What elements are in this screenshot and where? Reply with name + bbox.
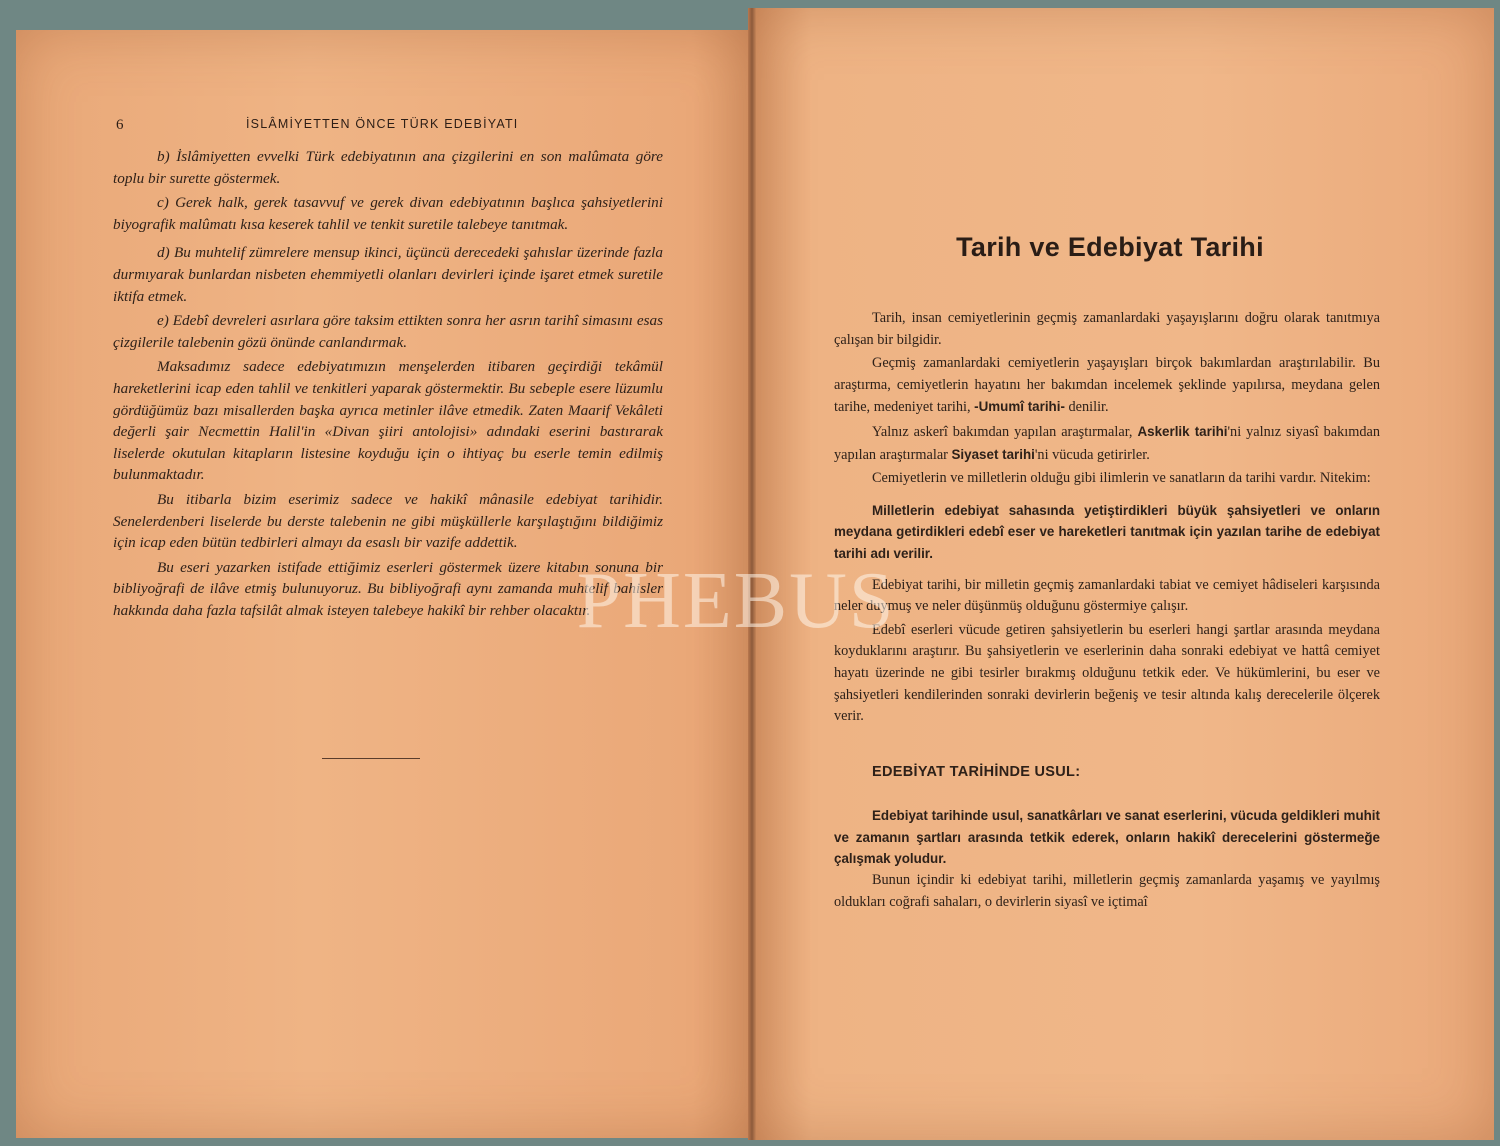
- paragraph-usul-definition: Edebiyat tarihinde usul, sanatkârları ve sanat eserlerini, vücuda geldikleri muhit ve zamanın şartları arasında tetkik ederek, onların hakikî derecelerini göstermeğe çalışmak yoludur.: [834, 808, 1380, 867]
- end-rule: [322, 758, 420, 759]
- watermark: PHEBUS: [576, 557, 896, 645]
- paragraph-cografi: Bunun içindir ki edebiyat tarihi, milletlerin geçmiş zamanlarda yaşamış ve yayılmış oldukları coğrafi sahaları, o devirlerin siyasî ve içtimaî: [834, 872, 1380, 910]
- running-head-title: İSLÂMİYETTEN ÖNCE TÜRK EDEBİYATI: [246, 117, 519, 131]
- paragraph-e: e) Edebî devreleri asırlara göre taksim ettikten sonra her asrın tarihî simasını esas çizgilerile talebenin gözü önünde canlandırmak.: [113, 312, 663, 351]
- paragraph-b: b) İslâmiyetten evvelki Türk edebiyatının ana çizgilerini en son malûmata göre toplu bir surette göstermek.: [113, 148, 663, 187]
- paragraph-askerlik: Yalnız askerî bakımdan yapılan araştırmalar, Askerlik tarihi'ni yalnız siyasî bakımdan yapılan araştırmalar Siyaset tarihi'ni vücuda getirirler.: [834, 423, 1380, 463]
- paragraph-scope: Bu itibarla bizim eserimiz sadece ve hakikî mânasile edebiyat tarihidir. Senelerdenberi liselerde bu derste talebenin ne gibi müşküllerle karşılaştığını bildiğimiz için icap eden bütün tedbirleri almayı da esaslı bir vazife addettik.: [113, 490, 663, 552]
- paragraph-c: c) Gerek halk, gerek tasavvuf ve gerek divan edebiyatının başlıca şahsiyetlerini biyografik malûmatı kısa keserek tahlil ve tenkit suretile talebeye tanıtmak.: [113, 194, 663, 233]
- paragraph-d: d) Bu muhtelif zümrelere mensup ikinci, üçüncü derecedeki şahıslar üzerinde fazla durmıyarak bunlardan nisbeten ehemmiyetli olanları devirleri içinde işaret etmek suretile iktifa etmek.: [113, 244, 663, 305]
- paragraph-medeniyet: Geçmiş zamanlardaki cemiyetlerin yaşayışları birçok bakımlardan araştırılabilir. Bu araştırma, cemiyetlerin hayatını her bakımdan incelemek şeklinde yapılırsa, meydana gelen tarihe, medeniyet tarihi, -Umumî tarihi- denilir.: [834, 355, 1380, 416]
- paragraph-purpose: Maksadımız sadece edebiyatımızın menşelerden itibaren geçirdiği tekâmül hareketlerini icap eden tahlil ve tenkitleri yaparak göstermektir. Bu sebeple esere lüzumlu gördüğümüz bazı misallerden başka ayrıca metinler ilâve etmedik. Zaten Maarif Vekâleti değerli şair Necmettin Halil'in «Divan şiiri antolojisi» adındaki eserini bastırarak liselerde okutulan kitapların listesine koyduğu için o ihtiyaç bu eserle temin edilmiş bulunmaktadır.: [113, 358, 663, 484]
- chapter-title: Tarih ve Edebiyat Tarihi: [956, 232, 1264, 262]
- paragraph-sahsiyetler: Edebî eserleri vücude getiren şahsiyetlerin bu eserleri hangi şartlar arasında meydana koyduklarını araştırır. Bu şahsiyetlerin ve eserlerinin daha sonraki edebiyat ve hattâ cemiyet hayatı üzerinde ne gibi tesirler bırakmış olduğunu tetkik eder. Ve hükümlerini, bu eser ve şahsiyetleri kendilerinden sonraki devirlerin beğeniş ve tesir altında kalış derecelerile ölçerek verir.: [834, 621, 1380, 725]
- right-page-text: [834, 308, 1380, 913]
- paragraph-bibliography: Bu eseri yazarken istifade ettiğimiz eserleri göstermek üzere kitabın sonuna bir bibliyoğrafi de ilâve etmiş bulunuyoruz. Bu bibliyoğrafi aynı zamanda muhtelif bahisler hakkında daha fazla tafsilât almak isteyen talebeye hakikî bir rehber olacaktır.: [113, 558, 663, 619]
- page-number: 6: [116, 117, 124, 133]
- paragraph-ilimler: Cemiyetlerin ve milletlerin olduğu gibi ilimlerin ve sanatların da tarihi vardır. Nitekim:: [872, 470, 1371, 487]
- paragraph-edebiyat-tarihi: Edebiyat tarihi, bir milletin geçmiş zamanlardaki tabiat ve cemiyet hâdiseleri karşısında neler duymuş ve neler düşünmüş olduğunu göstermiye çalışır.: [834, 576, 1380, 615]
- paragraph-tarih-definition: Tarih, insan cemiyetlerinin geçmiş zamanlardaki yaşayışlarını doğru olarak tanıtmıya çalışan bir bilgidir.: [834, 310, 1380, 348]
- paragraph-edebiyat-tarihi-definition: Milletlerin edebiyat sahasında yetiştirdikleri büyük şahsiyetleri ve onların meydana getirdikleri edebî eser ve hareketleri tanıtmak için yazılan tarihe de edebiyat tarihi adı verilir.: [834, 502, 1380, 561]
- section-heading: EDEBİYAT TARİHİNDE USUL:: [872, 763, 1081, 780]
